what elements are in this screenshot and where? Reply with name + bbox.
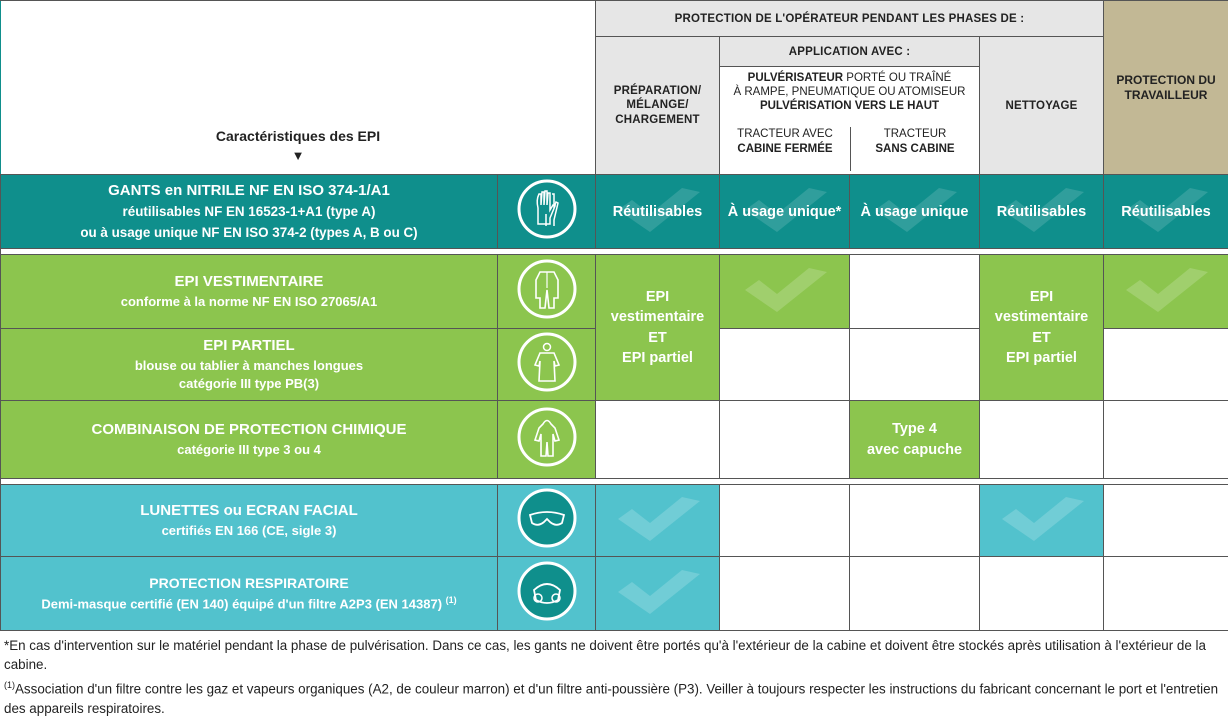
chemical-cleaning (980, 401, 1104, 479)
gloves-icon-cell (498, 175, 596, 249)
footnote-respiratory: $^{(1)}$Association d'un filtre contre les gaz et vapeurs organiques (A2, de couleur marron) et d'un filtre anti-poussière (P3). Veiller à toujours respecter les instructions du fabricant concernant le port et l'entretien des appareils respiratoires. (4, 679, 1224, 718)
check-mark-icon (994, 495, 1090, 547)
chemical-label: COMBINAISON DE PROTECTION CHIMIQUE catégorie III type 3 ou 4 (1, 401, 498, 479)
cleaning-header: NETTOYAGE (980, 37, 1104, 175)
table-row-clothing (1, 255, 1228, 329)
goggles-no-cab (850, 485, 980, 557)
respirator-icon (516, 560, 578, 622)
goggles-icon-cell (498, 485, 596, 557)
gloves-icon (516, 178, 578, 240)
clothing-no-cab (850, 255, 980, 329)
tractor-closed-cab-header: TRACTEUR AVEC CABINE FERMÉE (720, 127, 851, 171)
respiratory-no-cab (850, 557, 980, 631)
clothing-worker (1104, 255, 1228, 329)
table-row-goggles (1, 485, 1228, 557)
gloves-label: GANTS en NITRILE NF EN ISO 374-1/A1 réutilisables NF EN 16523-1+A1 (type A) ou à usage unique NF EN ISO 374-2 (types A, B ou C) (1, 175, 498, 249)
partial-label: EPI PARTIEL blouse ou tablier à manches longues catégorie III type PB(3) (1, 329, 498, 401)
goggles-cleaning (980, 485, 1104, 557)
clothing-label: EPI VESTIMENTAIRE conforme à la norme NF EN ISO 27065/A1 (1, 255, 498, 329)
respiratory-closed-cab (720, 557, 850, 631)
chemical-suit-icon-cell (498, 401, 596, 479)
gloves-cleaning: Réutilisables (980, 175, 1104, 249)
goggles-worker (1104, 485, 1228, 557)
footnotes (4, 636, 1224, 722)
chemical-closed-cab (720, 401, 850, 479)
chemical-suit-icon (516, 406, 578, 468)
table-row-respiratory (1, 557, 1228, 631)
partial-no-cab (850, 329, 980, 401)
check-mark-icon (610, 495, 706, 547)
characteristics-header (1, 1, 596, 175)
respirator-icon-cell (498, 557, 596, 631)
clothing-closed-cab (720, 255, 850, 329)
characteristics-label: Caractéristiques des EPI (216, 128, 380, 144)
gloves-no-cab: À usage unique (850, 175, 980, 249)
sprayer-header: PULVÉRISATEUR PORTÉ OU TRAÎNÉ À RAMPE, PNEUMATIQUE OU ATOMISEUR PULVÉRISATION VERS LE HAUT TRACTEUR AVEC CABINE FERMÉE TRACTEUR SANS CABINE (720, 67, 980, 175)
table-row-gloves (1, 175, 1228, 249)
goggles-closed-cab (720, 485, 850, 557)
tractor-no-cab-header: TRACTEUR SANS CABINE (851, 127, 979, 171)
chemical-no-cab: Type 4 avec capuche (850, 401, 980, 479)
respiratory-cleaning (980, 557, 1104, 631)
epi-merged-preparation: EPI vestimentaire ET EPI partiel (596, 255, 720, 401)
down-arrow-icon: ▼ (292, 148, 305, 163)
partial-worker (1104, 329, 1228, 401)
goggles-label: LUNETTES ou ECRAN FACIAL certifiés EN 166 (CE, sigle 3) (1, 485, 498, 557)
application-header: APPLICATION AVEC : (720, 37, 980, 67)
respiratory-preparation (596, 557, 720, 631)
coverall-icon (516, 258, 578, 320)
gloves-preparation: Réutilisables (596, 175, 720, 249)
epi-merged-cleaning: EPI vestimentaire ET EPI partiel (980, 255, 1104, 401)
gloves-closed-cab: À usage unique* (720, 175, 850, 249)
check-mark-icon (1118, 266, 1214, 318)
apron-icon (516, 331, 578, 393)
apron-icon-cell (498, 329, 596, 401)
goggles-preparation (596, 485, 720, 557)
respiratory-label: PROTECTION RESPIRATOIRE Demi-masque certifié (EN 140) équipé d'un filtre A2P3 (EN 14387) $^{(1)}$ (1, 557, 498, 631)
respiratory-worker (1104, 557, 1228, 631)
coverall-icon-cell (498, 255, 596, 329)
worker-protection-header: PROTECTION DU TRAVAILLEUR (1104, 1, 1228, 175)
table-row-chemical (1, 401, 1228, 479)
chemical-worker (1104, 401, 1228, 479)
check-mark-icon (610, 568, 706, 620)
check-mark-icon (737, 266, 833, 318)
chemical-preparation (596, 401, 720, 479)
phases-title: PROTECTION DE L'OPÉRATEUR PENDANT LES PHASES DE : (596, 1, 1104, 37)
preparation-header: PRÉPARATION/ MÉLANGE/ CHARGEMENT (596, 37, 720, 175)
footnote-gloves: *En cas d'intervention sur le matériel pendant la phase de pulvérisation. Dans ce cas, les gants ne doivent être portés qu'à l'extérieur de la cabine et doivent être stockés après utilisation à l'extérieur de la cabine. (4, 636, 1224, 675)
gloves-worker: Réutilisables (1104, 175, 1228, 249)
partial-closed-cab (720, 329, 850, 401)
goggles-icon (516, 487, 578, 549)
